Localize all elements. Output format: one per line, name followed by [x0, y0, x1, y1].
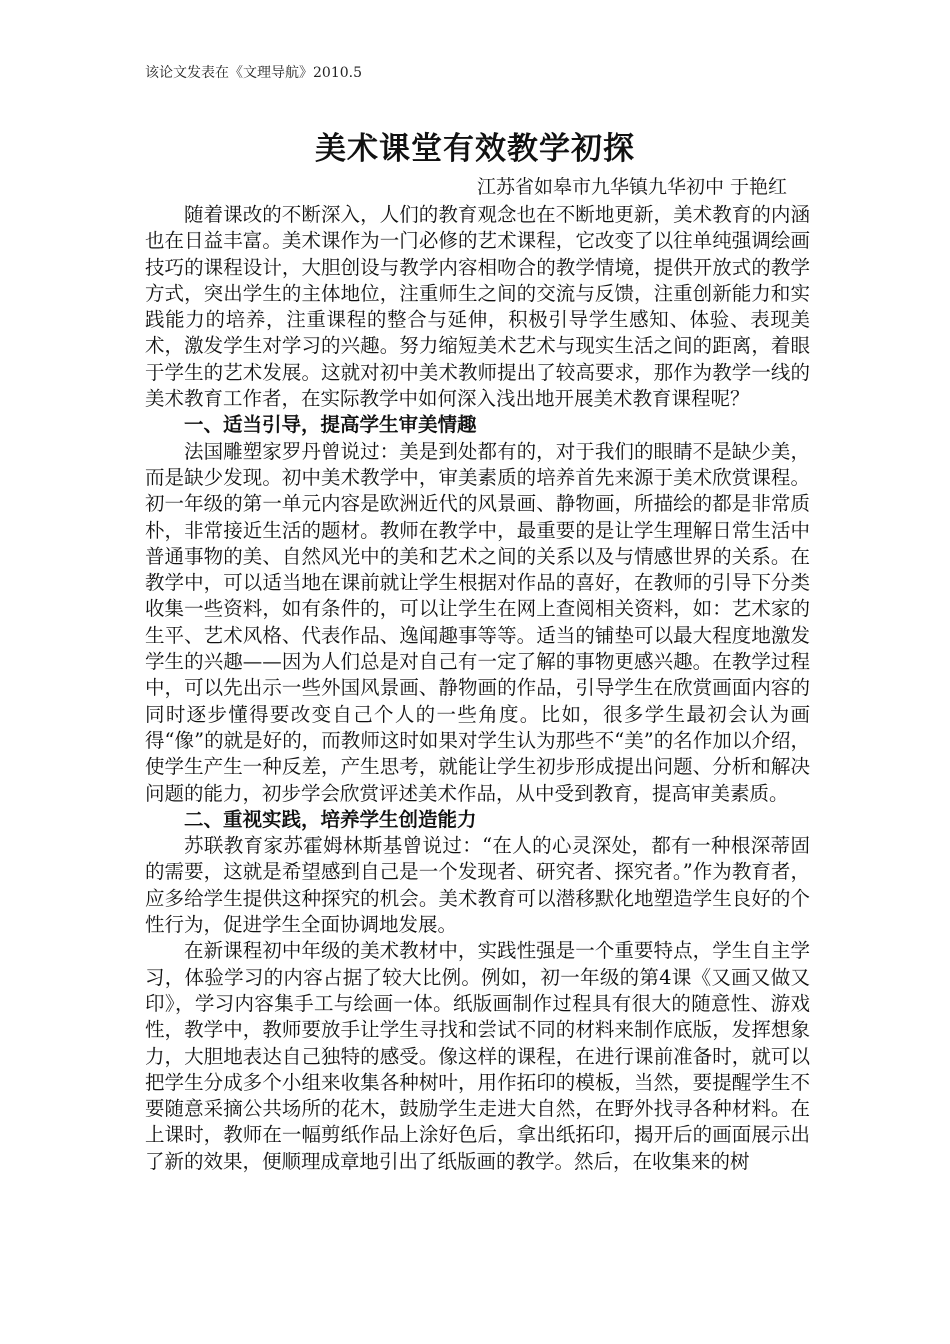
section-2-paragraph-2: 在新课程初中年级的美术教材中，实践性强是一个重要特点，学生自主学习，体验学习的内容占据了较大比例。例如，初一年级的第4课《又画又做又印》，学习内容集手工与绘画一体。纸版画制作过程具有很大的随意性、游戏性，教学中，教师要放手让学生寻找和尝试不同的材料来制作底版，发挥想象力，大胆地表达自己独特的感受。像这样的课程，在进行课前准备时，就可以把学生分成多个小组来收集各种树叶，用作拓印的模板，当然，要提醒学生不要随意采摘公共场所的花木，鼓励学生走进大自然，在野外找寻各种材料。在上课时，教师在一幅剪纸作品上涂好色后，拿出纸拓印，揭开后的画面展示出了新的效果，便顺理成章地引出了纸版画的教学。然后，在收集来的树 [145, 939, 810, 1173]
article-body [145, 202, 810, 1175]
section-heading-1: 一、适当引导，提高学生审美情趣 [184, 413, 477, 437]
author-line: 江苏省如皋市九华镇九华初中 于艳红 [476, 176, 787, 198]
publication-note: 该论文发表在《文理导航》2010.5 [145, 65, 362, 81]
intro-paragraph: 随着课改的不断深入，人们的教育观念也在不断地更新，美术教育的内涵也在日益丰富。美术课作为一门必修的艺术课程，它改变了以往单纯强调绘画技巧的课程设计，大胆创设与教学内容相吻合的教学情境，提供开放式的教学方式，突出学生的主体地位，注重师生之间的交流与反馈，注重创新能力和实践能力的培养，注重课程的整合与延伸，积极引导学生感知、体验、表现美术，激发学生对学习的兴趣。努力缩短美术艺术与现实生活之间的距离，着眼于学生的艺术发展。这就对初中美术教师提出了较高要求，那作为教学一线的美术教育工作者，在实际教学中如何深入浅出地开展美术教育课程呢？ [145, 203, 810, 411]
section-heading-2: 二、重视实践，培养学生创造能力 [184, 807, 477, 831]
section-1-paragraph-1: 法国雕塑家罗丹曾说过：美是到处都有的，对于我们的眼睛不是缺少美，而是缺少发现。初中美术教学中，审美素质的培养首先来源于美术欣赏课程。初一年级的第一单元内容是欧洲近代的风景画、静物画，所描绘的都是非常质朴，非常接近生活的题材。教师在教学中，最重要的是让学生理解日常生活中普通事物的美、自然风光中的美和艺术之间的关系以及与情感世界的关系。在教学中，可以适当地在课前就让学生根据对作品的喜好，在教师的引导下分类收集一些资料，如有条件的，可以让学生在网上查阅相关资料，如：艺术家的生平、艺术风格、代表作品、逸闻趣事等等。适当的铺垫可以最大程度地激发学生的兴趣——因为人们总是对自己有一定了解的事物更感兴趣。在教学过程中，可以先出示一些外国风景画、静物画的作品，引导学生在欣赏画面内容的同时逐步懂得要改变自己个人的一些角度。比如，很多学生最初会认为画得“像”的就是好的，而教师这时如果对学生认为那些不“美”的名作加以介绍，使学生产生一种反差，产生思考，就能让学生初步形成提出问题、分析和解决问题的能力，初步学会欣赏评述美术作品，从中受到教育，提高审美素质。 [145, 439, 810, 805]
section-2-paragraph-1: 苏联教育家苏霍姆林斯基曾说过：“在人的心灵深处，都有一种根深蒂固的需要，这就是希望感到自己是一个发现者、研究者、探究者。”作为教育者，应多给学生提供这种探究的机会。美术教育可以潜移默化地塑造学生良好的个性行为，促进学生全面协调地发展。 [145, 834, 810, 937]
page-title: 美术课堂有效教学初探 [315, 131, 635, 167]
